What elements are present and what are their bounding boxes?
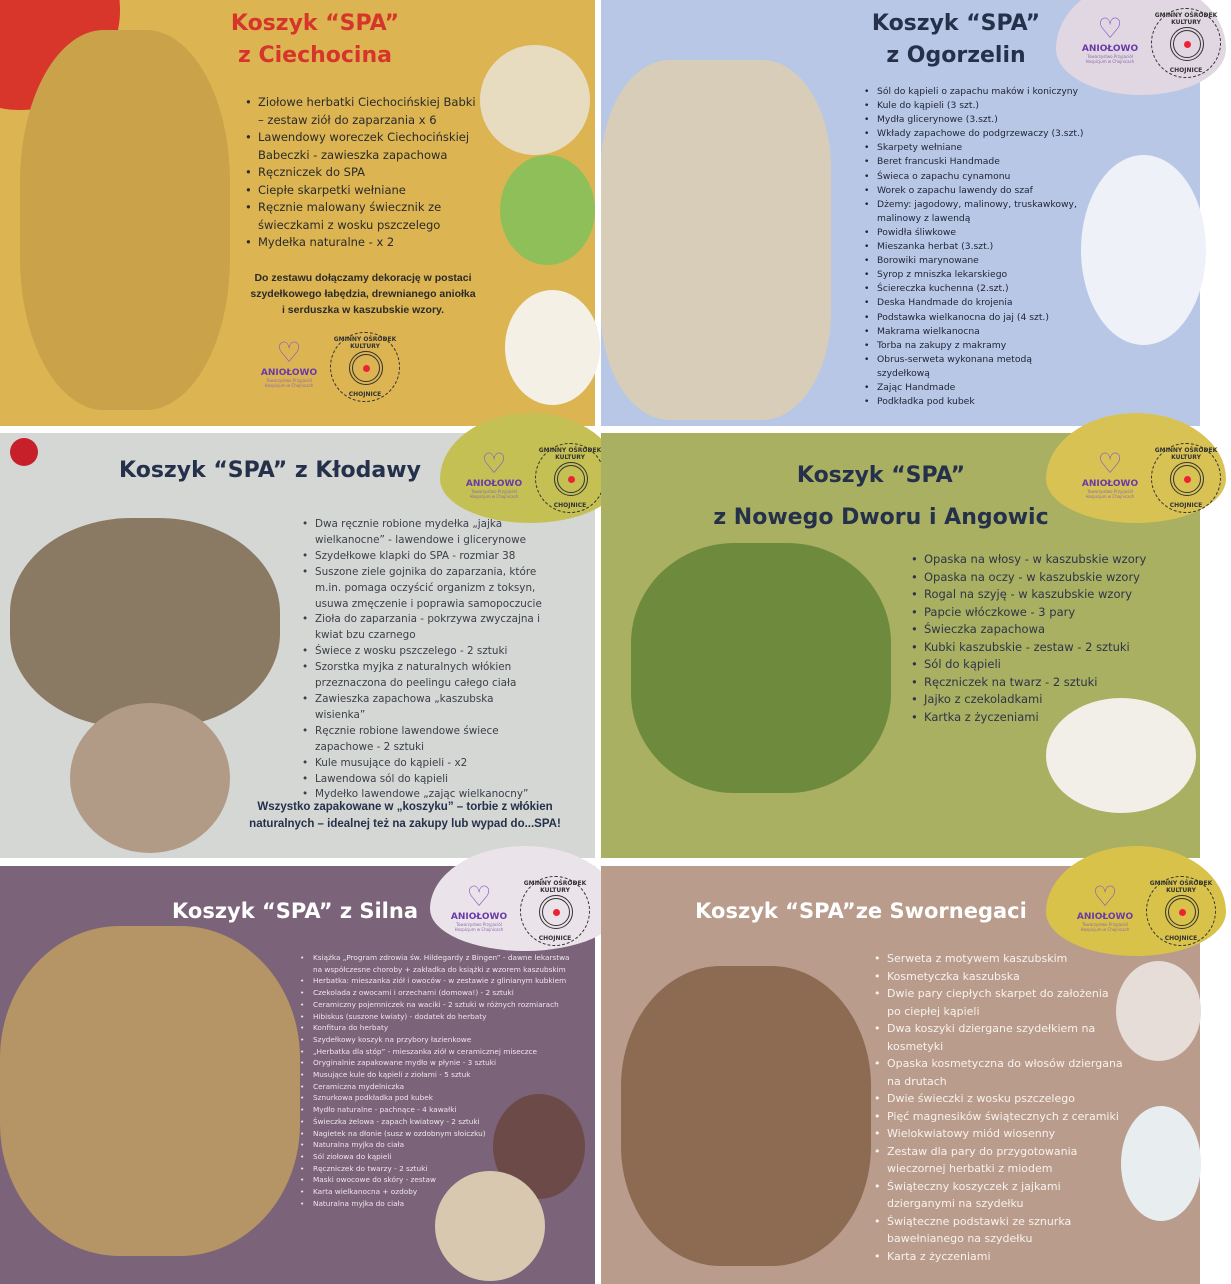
heart-icon: ♡ <box>1097 12 1123 45</box>
list-item: • Świeczka zapachowa <box>911 621 1171 639</box>
list-item: • Ciepłe skarpetki wełniane <box>245 182 485 200</box>
list-item: • Mieszanka herbat (3.szt.) <box>864 240 1084 254</box>
list-item: • Mydło naturalne - pachnące - 4 kawałki <box>300 1104 580 1116</box>
gok-name: GMINNY OŚRODEK KULTURY <box>538 447 602 461</box>
panel-title <box>711 455 1051 539</box>
heart-icon: ♡ <box>481 447 507 480</box>
photo-lavender <box>1081 155 1206 345</box>
photo-angel <box>480 45 590 155</box>
gok-name: GMINNY OŚRODEK KULTURY <box>333 336 397 350</box>
list-item: • Sól do kąpieli o zapachu maków i koniczyny <box>864 85 1084 99</box>
gok-logo <box>1151 8 1221 78</box>
list-item: • Karta z życzeniami <box>874 1248 1124 1266</box>
aniolowo-subtitle: Towarzystwo Przyjaciół Hospicjum w Chojnicach <box>1085 54 1135 64</box>
list-item: • Ręczniczek do twarzy - 2 sztuki <box>300 1163 580 1175</box>
list-item: • Podkładka pod kubek <box>864 395 1084 409</box>
photo-slippers <box>10 518 280 728</box>
basket-photo <box>601 60 831 420</box>
list-item: • Suszone ziele gojnika do zaparzania, które m.in. pomaga oczyścić organizm z toksyn, usuwa zmęczenie i poprawia samopoczucie <box>302 565 542 613</box>
panel-nowy-dwor-angowice <box>601 433 1218 858</box>
list-item: • Deska Handmade do krojenia <box>864 296 1084 310</box>
heart-icon: ♡ <box>1097 447 1123 480</box>
list-item: • Mydła glicerynowe (3.szt.) <box>864 113 1084 127</box>
list-item: • Serweta z motywem kaszubskim <box>874 950 1124 968</box>
panel-title <box>681 896 1041 926</box>
list-item: • Wielokwiatowy miód wiosenny <box>874 1125 1124 1143</box>
list-item: • Musujące kule do kąpieli z ziołami - 5 sztuk <box>300 1069 580 1081</box>
list-item: • Naturalna myjka do ciała <box>300 1198 580 1210</box>
heart-icon: ♡ <box>466 880 492 913</box>
list-item: • Kubki kaszubskie - zestaw - 2 sztuki <box>911 639 1171 657</box>
item-list <box>302 517 542 803</box>
list-item: • Pięć magnesików świątecznych z ceramiki <box>874 1108 1124 1126</box>
photo-socks <box>1116 961 1201 1061</box>
list-item: • Lawendowa sól do kąpieli <box>302 772 542 788</box>
photo-feet <box>70 703 230 853</box>
red-dot-icon <box>1179 909 1186 916</box>
gok-city: CHOJNICE <box>538 935 572 942</box>
aniolowo-logo <box>1077 14 1143 64</box>
list-item: • Obrus-serweta wykonana metodą szydełkową <box>864 353 1084 381</box>
red-dot-icon <box>568 476 575 483</box>
panel-title <box>100 455 440 487</box>
aniolowo-logo <box>1072 882 1138 932</box>
panel-klodawa <box>0 433 602 858</box>
list-item: • Świąteczne podstawki ze sznurka bawełnianego na szydełku <box>874 1213 1124 1248</box>
gok-logo <box>535 443 605 513</box>
aniolowo-name: ANIOŁOWO <box>1081 479 1139 489</box>
logos <box>1071 6 1231 96</box>
aniolowo-logo <box>1077 449 1143 499</box>
list-item: • Sól do kąpieli <box>911 656 1171 674</box>
list-item: • Czekolada z owocami i orzechami (domowa!) - 2 sztuki <box>300 987 580 999</box>
title-line: Koszyk “SPA”ze Swornegaci <box>695 899 1027 923</box>
panel-ciechocin <box>0 0 595 426</box>
aniolowo-logo <box>446 882 512 932</box>
title-line: Koszyk “SPA” z Kłodawy <box>119 458 421 483</box>
list-item: • Jajko z czekoladkami <box>911 691 1171 709</box>
gok-name: GMINNY OŚRODEK KULTURY <box>1149 880 1213 894</box>
list-item: • Ziołowe herbatki Ciechocińskiej Babki – zestaw ziół do zaparzania x 6 <box>245 94 485 129</box>
list-item: • Opaska na włosy - w kaszubskie wzory <box>911 551 1171 569</box>
note-text: Do zestawu dołączamy dekorację w postaci szydełkowego łabędzia, drewnianego aniołka i serduszka w kaszubskie wzory. <box>250 272 476 316</box>
red-dot-icon <box>1184 476 1191 483</box>
list-item: • Wkłady zapachowe do podgrzewaczy (3.szt.) <box>864 127 1084 141</box>
list-item: • Ceramiczna mydelniczka <box>300 1081 580 1093</box>
aniolowo-name: ANIOŁOWO <box>450 912 508 922</box>
list-item: • Worek o zapachu lawendy do szaf <box>864 184 1084 198</box>
list-item: • Zając Handmade <box>864 381 1084 395</box>
list-item: • Oryginalnie zapakowane mydło w płynie - 3 sztuki <box>300 1057 580 1069</box>
list-item: • Opaska kosmetyczna do włosów dziergana na drutach <box>874 1055 1124 1090</box>
aniolowo-logo <box>256 338 322 388</box>
list-item: • Lawendowy woreczek Ciechocińskiej Babeczki - zawieszka zapachowa <box>245 129 485 164</box>
list-item: • Naturalna myjka do ciała <box>300 1139 580 1151</box>
red-dot-icon <box>363 365 370 372</box>
list-item: • Świeca o zapachu cynamonu <box>864 170 1084 184</box>
list-item: • Świeczka żelowa - zapach kwiatowy - 2 sztuki <box>300 1116 580 1128</box>
logos <box>440 874 600 964</box>
list-item: • Kule musujące do kąpieli - x2 <box>302 756 542 772</box>
gok-logo <box>1146 876 1216 946</box>
list-item: • Szydełkowy koszyk na przybory łazienkowe <box>300 1034 580 1046</box>
list-item: • Książka „Program zdrowia św. Hildegardy z Bingen” - dawne lekarstwa na współczesne choroby + zakładka do książki z wzorem kaszubskim <box>300 952 580 975</box>
photo-honey <box>1121 1106 1201 1221</box>
list-item: • Ceramiczny pojemniczek na waciki - 2 sztuki w różnych rozmiarach <box>300 999 580 1011</box>
gok-logo <box>330 332 400 402</box>
panel-title <box>190 8 440 72</box>
list-item: • Podstawka wielkanocna do jaj (4 szt.) <box>864 311 1084 325</box>
list-item: • Konfitura do herbaty <box>300 1022 580 1034</box>
list-item: • Szorstka myjka z naturalnych włókien przeznaczona do peelingu całego ciała <box>302 660 542 692</box>
list-item: • Dwie pary ciepłych skarpet do założenia po ciepłej kąpieli <box>874 985 1124 1020</box>
basket-photo <box>631 543 891 793</box>
item-list <box>911 551 1171 726</box>
basket-photo <box>621 966 871 1266</box>
item-list <box>300 952 580 1209</box>
list-item: • Zawieszka zapachowa „kaszubska wisienka” <box>302 692 542 724</box>
title-line: Koszyk “SPA” z Silna <box>171 899 419 923</box>
logos <box>250 330 410 420</box>
aniolowo-subtitle: Towarzystwo Przyjaciół Hospicjum w Chojnicach <box>264 378 314 388</box>
title-line: z Ogorzelin <box>886 42 1026 68</box>
list-item: • Hibiskus (suszone kwiaty) - dodatek do herbaty <box>300 1011 580 1023</box>
item-list <box>245 94 485 252</box>
list-item: • Dżemy: jagodowy, malinowy, truskawkowy, malinowy z lawendą <box>864 198 1084 226</box>
heart-icon: ♡ <box>276 336 302 369</box>
logos <box>1071 441 1231 531</box>
photo-socks <box>500 155 595 265</box>
list-item: • Szydełkowe klapki do SPA - rozmiar 38 <box>302 549 542 565</box>
list-item: • Dwa koszyki dziergane szydełkiem na kosmetyki <box>874 1020 1124 1055</box>
aniolowo-logo <box>461 449 527 499</box>
aniolowo-name: ANIOŁOWO <box>465 479 523 489</box>
title-line: z Nowego Dworu i Angowic <box>713 505 1049 530</box>
list-item: • Ręcznie robione lawendowe świece zapachowe - 2 sztuki <box>302 724 542 756</box>
list-item: • Herbatka: mieszanka ziół i owoców - w zestawie z glinianym kubkiem <box>300 975 580 987</box>
panel-title <box>841 8 1071 72</box>
list-item: • Syrop z mniszka lekarskiego <box>864 268 1084 282</box>
list-item: • Dwa ręcznie robione mydełka „jajka wielkanocne” - lawendowe i glicerynowe <box>302 517 542 549</box>
aniolowo-name: ANIOŁOWO <box>1076 912 1134 922</box>
basket-photo <box>20 30 230 410</box>
item-list <box>874 950 1124 1265</box>
gok-name: GMINNY OŚRODEK KULTURY <box>1154 447 1218 461</box>
list-item: • Powidła śliwkowe <box>864 226 1084 240</box>
panel-swornegacie <box>601 866 1213 1284</box>
list-item: • Makrama wielkanocna <box>864 325 1084 339</box>
list-item: • Rogal na szyję - w kaszubskie wzory <box>911 586 1171 604</box>
list-item: • Ręczniczek na twarz - 2 sztuki <box>911 674 1171 692</box>
red-dot-icon <box>553 909 560 916</box>
list-item: • Beret francuski Handmade <box>864 155 1084 169</box>
list-item: • Kartka z życzeniami <box>911 709 1171 727</box>
title-line: Koszyk “SPA” <box>871 11 1041 36</box>
list-item: • Ręczniczek do SPA <box>245 164 485 182</box>
gok-city: CHOJNICE <box>1164 935 1198 942</box>
list-item: • Zioła do zaparzania - pokrzywa zwyczajna i kwiat bzu czarnego <box>302 612 542 644</box>
aniolowo-name: ANIOŁOWO <box>260 368 318 378</box>
aniolowo-subtitle: Towarzystwo Przyjaciół Hospicjum w Chojnicach <box>1085 489 1135 499</box>
gok-logo <box>520 876 590 946</box>
gok-logo <box>1151 443 1221 513</box>
list-item: • Świąteczny koszyczek z jajkami dzierganymi na szydełku <box>874 1178 1124 1213</box>
list-item: • Skarpety wełniane <box>864 141 1084 155</box>
cherry-decoration <box>10 438 38 466</box>
panel-silna <box>0 866 595 1284</box>
list-item: • Mydełko lawendowe „zając wielkanocny” <box>302 787 542 803</box>
gok-city: CHOJNICE <box>348 391 382 398</box>
aniolowo-subtitle: Towarzystwo Przyjaciół Hospicjum w Chojnicach <box>1080 922 1130 932</box>
title-line: Koszyk “SPA” <box>230 11 400 36</box>
list-item: • Maski owocowe do skóry - zestaw <box>300 1174 580 1186</box>
photo-candle-holder <box>505 290 600 405</box>
list-item: • Kule do kąpieli (3 szt.) <box>864 99 1084 113</box>
list-item: • Torba na zakupy z makramy <box>864 339 1084 353</box>
item-list <box>864 85 1084 409</box>
list-item: • Sól ziołowa do kąpieli <box>300 1151 580 1163</box>
basket-photo <box>0 926 300 1256</box>
list-item: • Zestaw dla pary do przygotowania wieczornej herbatki z miodem <box>874 1143 1124 1178</box>
note-text: Wszystko zapakowane w „koszyku” – torbie z włókien naturalnych – idealnej też na zakupy lub wypad do...SPA! <box>249 801 561 830</box>
logos <box>455 441 615 531</box>
logos <box>1066 874 1226 964</box>
list-item: • Dwie świeczki z wosku pszczelego <box>874 1090 1124 1108</box>
list-item: • Opaska na oczy - w kaszubskie wzory <box>911 569 1171 587</box>
list-item: • Kosmetyczka kaszubska <box>874 968 1124 986</box>
heart-icon: ♡ <box>1092 880 1118 913</box>
aniolowo-subtitle: Towarzystwo Przyjaciół Hospicjum w Chojnicach <box>454 922 504 932</box>
list-item: • „Herbatka dla stóp” - mieszanka ziół w ceramicznej miseczce <box>300 1046 580 1058</box>
list-item: • Karta wielkanocna + ozdoby <box>300 1186 580 1198</box>
list-item: • Borowiki marynowane <box>864 254 1084 268</box>
list-item: • Nagietek na dłonie (susz w ozdobnym słoiczku) <box>300 1128 580 1140</box>
panel-ogorzelin <box>601 0 1218 426</box>
list-item: • Ściereczka kuchenna (2.szt.) <box>864 282 1084 296</box>
panel-title <box>150 896 440 926</box>
gok-city: CHOJNICE <box>1169 502 1203 509</box>
gok-city: CHOJNICE <box>1169 67 1203 74</box>
title-line: Koszyk “SPA” <box>796 463 966 488</box>
gok-city: CHOJNICE <box>553 502 587 509</box>
aniolowo-name: ANIOŁOWO <box>1081 44 1139 54</box>
gok-name: GMINNY OŚRODEK KULTURY <box>523 880 587 894</box>
gok-name: GMINNY OŚRODEK KULTURY <box>1154 12 1218 26</box>
title-line: z Ciechocina <box>238 42 392 68</box>
list-item: • Świece z wosku pszczelego - 2 sztuki <box>302 644 542 660</box>
list-item: • Sznurkowa podkładka pod kubek <box>300 1092 580 1104</box>
list-item: • Ręcznie malowany świecznik ze świeczkami z wosku pszczelego <box>245 199 485 234</box>
list-item: • Papcie włóczkowe - 3 pary <box>911 604 1171 622</box>
aniolowo-subtitle: Towarzystwo Przyjaciół Hospicjum w Chojnicach <box>469 489 519 499</box>
list-item: • Mydełka naturalne - x 2 <box>245 234 485 252</box>
red-dot-icon <box>1184 41 1191 48</box>
